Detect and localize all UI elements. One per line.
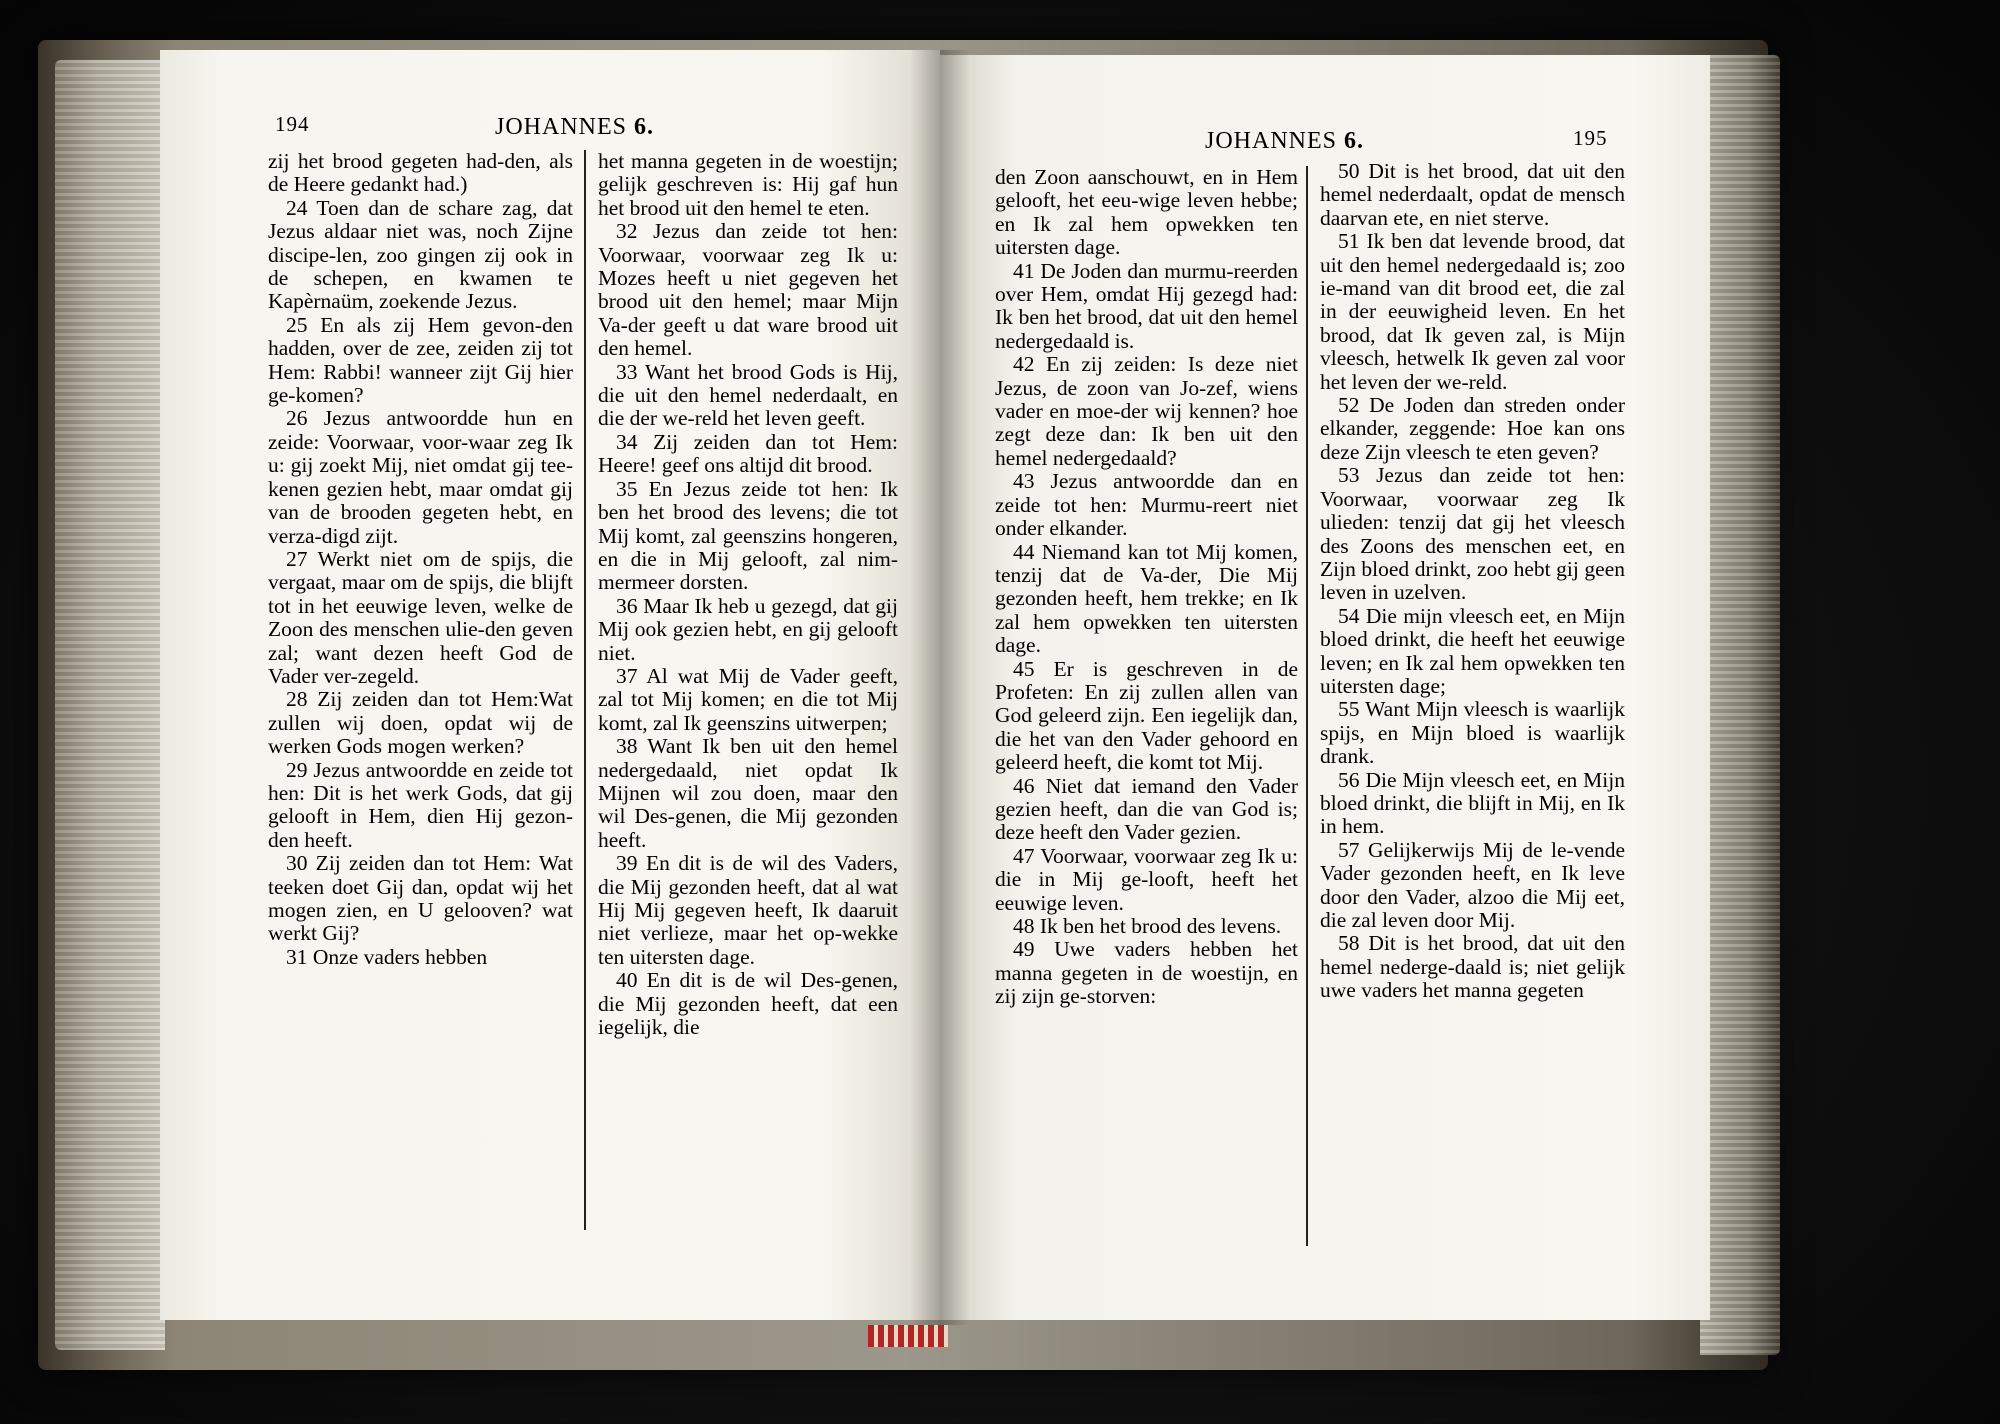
verse-paragraph: 49 Uwe vaders hebben het manna gegeten in de woestijn, en zij zijn ge-storven: <box>995 937 1298 1009</box>
verse-paragraph: 42 En zij zeiden: Is deze niet Jezus, de zoon van Jo-zef, wiens vader en moe-der wij kennen? hoe zegt deze dan: Ik ben uit den hemel nedergedaald? <box>995 352 1298 470</box>
verse-paragraph: 46 Niet dat iemand den Vader gezien heeft, dan die van God is; deze heeft den Vader gezien. <box>995 773 1298 845</box>
verse-paragraph: 39 En dit is de wil des Vaders, die Mij gezonden heeft, dat al wat Hij Mij gegeven heeft, Ik daaruit niet verlieze, maar het op-wekke ten uitersten dage. <box>598 851 898 969</box>
verse-paragraph: 58 Dit is het brood, dat uit den hemel nederge-daald is; niet gelijk uwe vaders het manna gegeten <box>1320 931 1625 1003</box>
verse-paragraph: 47 Voorwaar, voorwaar zeg Ik u: die in Mij ge-looft, heeft het eeuwige leven. <box>995 843 1298 915</box>
left-header-book: JOHANNES <box>495 114 628 140</box>
right-page-number: 195 <box>1573 126 1608 150</box>
verse-paragraph: 54 Die mijn vleesch eet, en Mijn bloed drinkt, die heeft het eeuwige leven; en Ik zal hem opwekken ten uitersten dage; <box>1320 603 1625 698</box>
left-page-number: 194 <box>275 112 310 136</box>
verse-paragraph: 37 Al wat Mij de Vader geeft, zal tot Mij komen; en die tot Mij komt, zal Ik geenszins uitwerpen; <box>598 663 898 735</box>
verse-paragraph: 27 Werkt niet om de spijs, die vergaat, maar om de spijs, die blijft tot in het eeuwige leven, welke de Zoon des menschen ulie-den geven zal; want dezen heeft God de Vader ver-zegeld. <box>268 546 573 688</box>
verse-paragraph: 55 Want Mijn vleesch is waarlijk spijs, en Mijn bloed is waarlijk drank. <box>1320 697 1625 769</box>
verse-paragraph: het manna gegeten in de woestijn; gelijk geschreven is: Hij gaf hun het brood uit den hemel te eten. <box>598 149 898 220</box>
book-gutter <box>910 50 970 1325</box>
left-page-column-2 <box>598 150 898 1039</box>
verse-paragraph: 36 Maar Ik heb u gezegd, dat gij Mij ook gezien hebt, en gij gelooft niet. <box>598 593 898 665</box>
verse-paragraph: 29 Jezus antwoordde en zeide tot hen: Dit is het werk Gods, dat gij gelooft in Hem, dien Hij gezon-den heeft. <box>268 757 573 852</box>
verse-paragraph: 41 De Joden dan murmu-reerden over Hem, omdat Hij gezegd had: Ik ben het brood, dat uit den hemel nedergedaald is. <box>995 258 1298 353</box>
verse-paragraph: 56 Die Mijn vleesch eet, en Mijn bloed drinkt, die blijft in Mij, en Ik in hem. <box>1320 767 1625 839</box>
right-header-chapter: 6. <box>1344 128 1365 154</box>
verse-paragraph: 35 En Jezus zeide tot hen: Ik ben het brood des levens; die tot Mij komt, zal geenszins hongeren, en die in Mij gelooft, zal nim-mermeer dorsten. <box>598 476 898 595</box>
page-edges-left <box>55 60 165 1350</box>
verse-paragraph: 25 En als zij Hem gevon-den hadden, over de zee, zeiden zij tot Hem: Rabbi! wanneer zijt Gij hier ge-komen? <box>268 312 573 408</box>
verse-paragraph: 51 Ik ben dat levende brood, dat uit den hemel nedergedaald is; zoo ie-mand van dit brood eet, die zal in der eeuwigheid leven. En het brood, dat Ik geven zal, is Mijn vleesch, hetwelk Ik geven zal voor het leven der we-reld. <box>1320 229 1625 394</box>
verse-paragraph: 26 Jezus antwoordde hun en zeide: Voorwaar, voor-waar zeg Ik u: gij zoekt Mij, niet omdat gij tee-kenen gezien hebt, maar omdat gij van de brooden gegeten hebt, en verza-digd zijt. <box>268 406 573 548</box>
right-page-header <box>1205 128 1364 155</box>
verse-paragraph: 53 Jezus dan zeide tot hen: Voorwaar, voorwaar zeg Ik ulieden: tenzij dat gij het vleesch des Zoons des menschen eet, en Zijn bloed drinkt, zoo hebt gij geen leven in uzelven. <box>1320 463 1625 605</box>
verse-paragraph: 48 Ik ben het brood des levens. <box>1013 914 1282 938</box>
verse-paragraph: 57 Gelijkerwijs Mij de le-vende Vader gezonden heeft, en Ik leve door den Vader, alzoo die Mij eet, die zal leven door Mij. <box>1320 837 1625 932</box>
left-header-chapter: 6. <box>634 114 655 140</box>
bookmark-ribbon <box>868 1325 948 1347</box>
verse-paragraph: 28 Zij zeiden dan tot Hem:Wat zullen wij doen, opdat wij de werken Gods mogen werken? <box>268 687 573 759</box>
right-header-book: JOHANNES <box>1205 128 1338 154</box>
verse-paragraph: 31 Onze vaders hebben <box>286 944 488 969</box>
page-edges-right <box>1700 55 1780 1355</box>
right-page-column-1 <box>995 166 1298 1009</box>
verse-paragraph: 43 Jezus antwoordde dan en zeide tot hen: Murmu-reert niet onder elkander. <box>995 469 1298 541</box>
verse-paragraph: 33 Want het brood Gods is Hij, die uit den hemel nederdaalt, en die der we-reld het leven geeft. <box>598 359 898 431</box>
verse-paragraph: 44 Niemand kan tot Mij komen, tenzij dat de Va-der, Die Mij gezonden heeft, hem trekke; en Ik zal hem opwekken ten uitersten dage. <box>995 539 1298 658</box>
right-page-column-2 <box>1320 160 1625 1003</box>
verse-paragraph: 52 De Joden dan streden onder elkander, zeggende: Hoe kan ons deze Zijn vleesch te eten geven? <box>1320 393 1625 464</box>
verse-paragraph: den Zoon aanschouwt, en in Hem gelooft, het eeu-wige leven hebbe; en Ik zal hem opwekken ten uitersten dage. <box>995 165 1298 260</box>
verse-paragraph: 32 Jezus dan zeide tot hen: Voorwaar, voorwaar zeg Ik u: Mozes heeft u niet gegeven het brood uit den hemel; maar Mijn Va-der geeft u dat ware brood uit den hemel. <box>598 219 898 361</box>
verse-paragraph: 38 Want Ik ben uit den hemel nedergedaald, niet opdat Ik Mijnen wil zou doen, maar den wil Des-genen, die Mij gezonden heeft. <box>598 734 898 852</box>
verse-paragraph: 30 Zij zeiden dan tot Hem: Wat teeken doet Gij dan, opdat wij het mogen zien, en U gelooven? wat werkt Gij? <box>268 851 573 946</box>
verse-paragraph: 50 Dit is het brood, dat uit den hemel nederdaalt, opdat de mensch daarvan ete, en niet sterve. <box>1320 159 1625 230</box>
left-page-header <box>495 114 654 141</box>
verse-paragraph: 24 Toen dan de schare zag, dat Jezus aldaar niet was, noch Zijne discipe-len, zoo gingen zij ook in de schepen, en kwamen te Kapèrnaüm, zoekende Jezus. <box>268 195 573 314</box>
verse-paragraph: zij het brood gegeten had-den, als de Heere gedankt had.) <box>268 149 573 197</box>
verse-paragraph: 40 En dit is de wil Des-genen, die Mij gezonden heeft, dat een iegelijk, die <box>598 968 898 1040</box>
verse-paragraph: 45 Er is geschreven in de Profeten: En zij zullen allen van God geleerd zijn. Een iegelijk dan, die het van den Vader gehoord en geleerd heeft, die komt tot Mij. <box>995 656 1298 775</box>
column-rule-left <box>584 150 586 1230</box>
column-rule-right <box>1306 166 1308 1246</box>
left-page-column-1 <box>268 150 573 969</box>
verse-paragraph: 34 Zij zeiden dan tot Hem: Heere! geef ons altijd dit brood. <box>598 429 898 478</box>
